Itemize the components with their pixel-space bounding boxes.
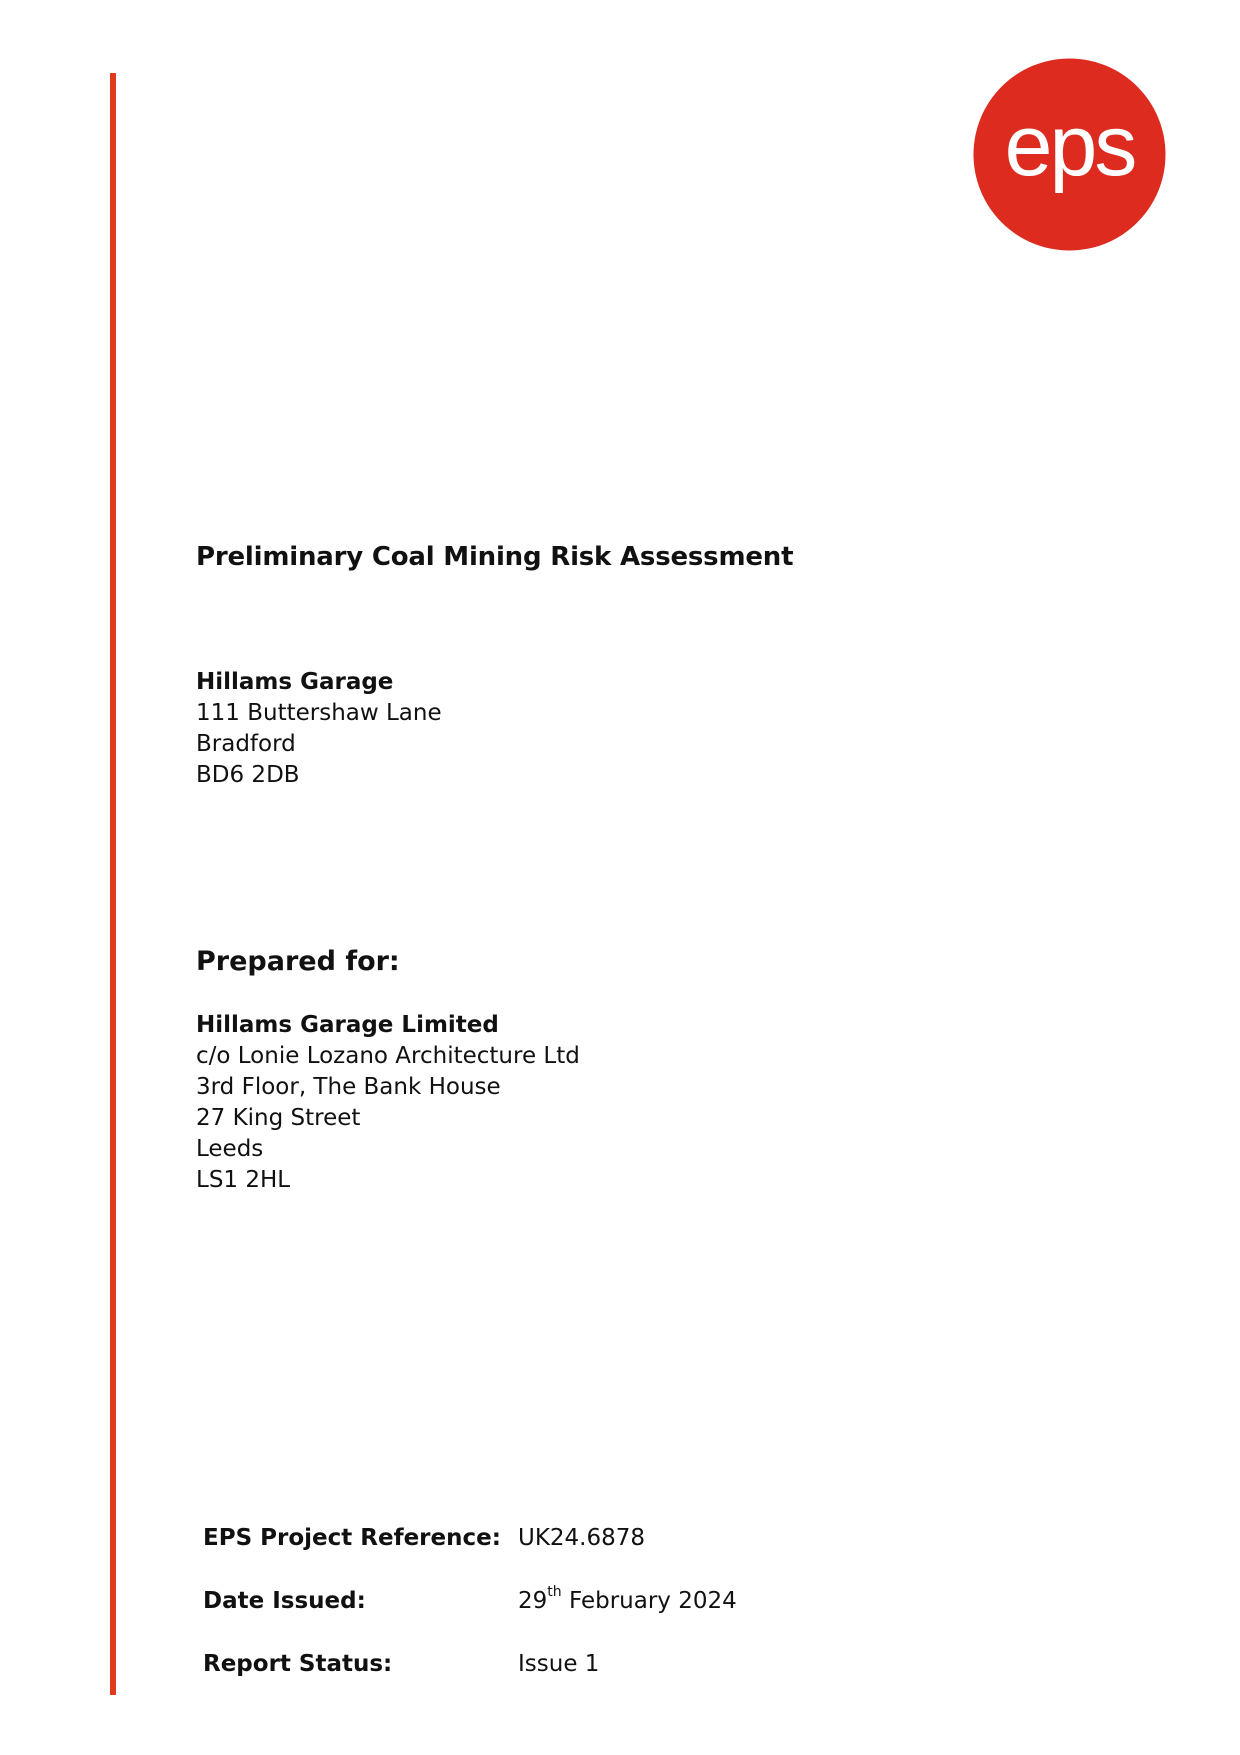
client-name: Hillams Garage Limited [196, 1012, 499, 1038]
site-address-line: Bradford [196, 731, 296, 757]
date-day: 29 [518, 1588, 548, 1614]
accent-bar [110, 73, 116, 1695]
status-value: Issue 1 [518, 1651, 600, 1677]
site-address-line: 111 Buttershaw Lane [196, 700, 442, 726]
date-value [518, 1584, 737, 1614]
eps-logo [973, 58, 1166, 251]
site-name: Hillams Garage [196, 669, 394, 695]
date-rest: February 2024 [561, 1588, 737, 1614]
client-address [196, 1010, 580, 1196]
date-suffix: th [547, 1584, 562, 1600]
document-title: Preliminary Coal Mining Risk Assessment [196, 542, 794, 572]
prepared-for-heading: Prepared for: [196, 946, 400, 977]
client-address-line: Leeds [196, 1136, 264, 1162]
client-address-line: 3rd Floor, The Bank House [196, 1074, 501, 1100]
site-address [196, 667, 442, 791]
client-address-line: 27 King Street [196, 1105, 361, 1131]
status-label: Report Status: [203, 1651, 393, 1677]
client-address-line: LS1 2HL [196, 1167, 291, 1193]
logo-text: eps [1004, 98, 1135, 194]
date-label: Date Issued: [203, 1588, 366, 1614]
reference-label: EPS Project Reference: [203, 1525, 501, 1551]
site-address-line: BD6 2DB [196, 762, 300, 788]
reference-value: UK24.6878 [518, 1525, 646, 1551]
client-address-line: c/o Lonie Lozano Architecture Ltd [196, 1043, 580, 1069]
